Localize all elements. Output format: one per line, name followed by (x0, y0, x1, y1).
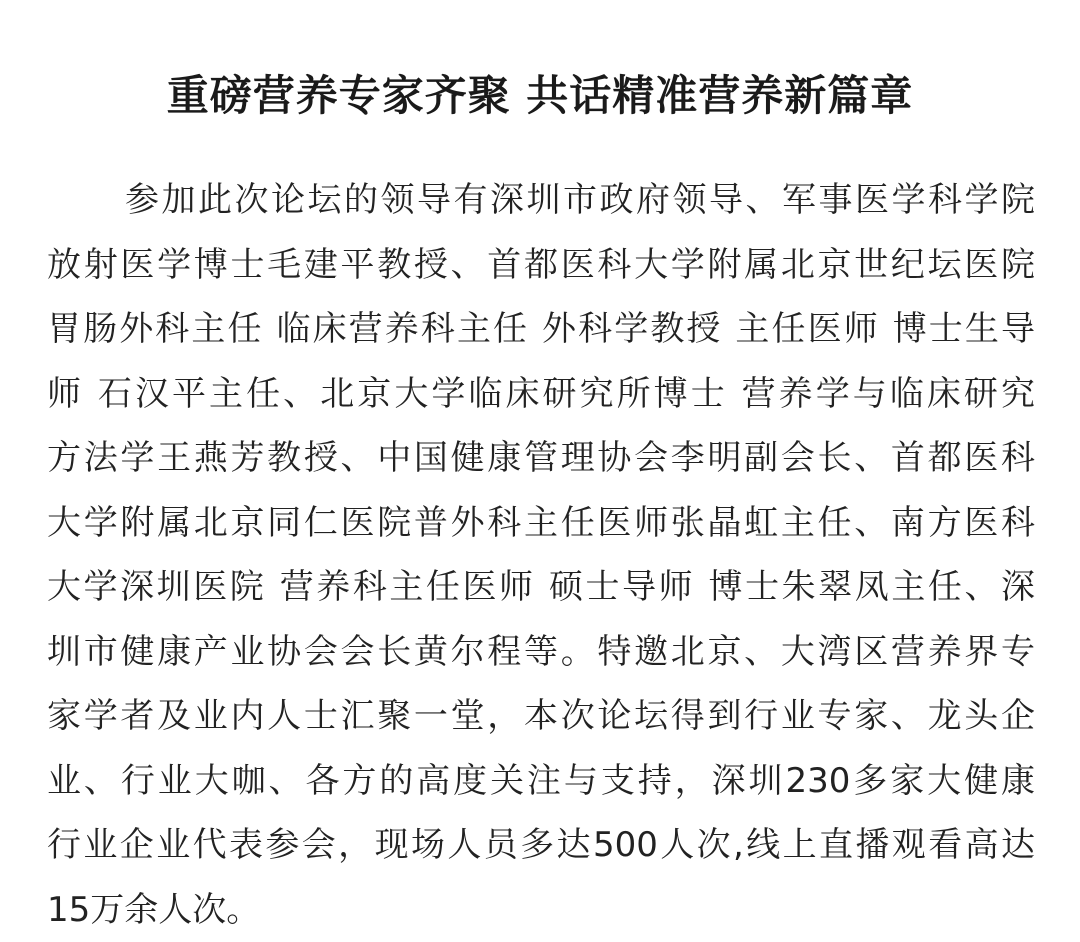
body-line-2: 放射医学博士毛建平教授、首都医科大学附属北京世纪坛医院 (47, 233, 1035, 298)
body-line-1: 参加此次论坛的领导有深圳市政府领导、军事医学科学院 (47, 168, 1035, 233)
body-line-4: 师 石汉平主任、北京大学临床研究所博士 营养学与临床研究 (47, 362, 1035, 427)
article-title: 重磅营养专家齐聚 共话精准营养新篇章 (0, 66, 1080, 126)
body-line-12: 15万余人次。 (47, 878, 1035, 942)
body-line-7: 大学深圳医院 营养科主任医师 硕士导师 博士朱翠凤主任、深 (47, 555, 1035, 620)
body-line-3: 胃肠外科主任 临床营养科主任 外科学教授 主任医师 博士生导 (47, 297, 1035, 362)
article-body (47, 168, 1035, 942)
body-line-11: 行业企业代表参会，现场人员多达500人次,线上直播观看高达 (47, 813, 1035, 878)
body-line-10: 业、行业大咖、各方的高度关注与支持，深圳230多家大健康 (47, 749, 1035, 814)
body-line-5: 方法学王燕芳教授、中国健康管理协会李明副会长、首都医科 (47, 426, 1035, 491)
body-line-6: 大学附属北京同仁医院普外科主任医师张晶虹主任、南方医科 (47, 491, 1035, 556)
body-line-8: 圳市健康产业协会会长黄尔程等。特邀北京、大湾区营养界专 (47, 620, 1035, 685)
body-line-9: 家学者及业内人士汇聚一堂，本次论坛得到行业专家、龙头企 (47, 684, 1035, 749)
